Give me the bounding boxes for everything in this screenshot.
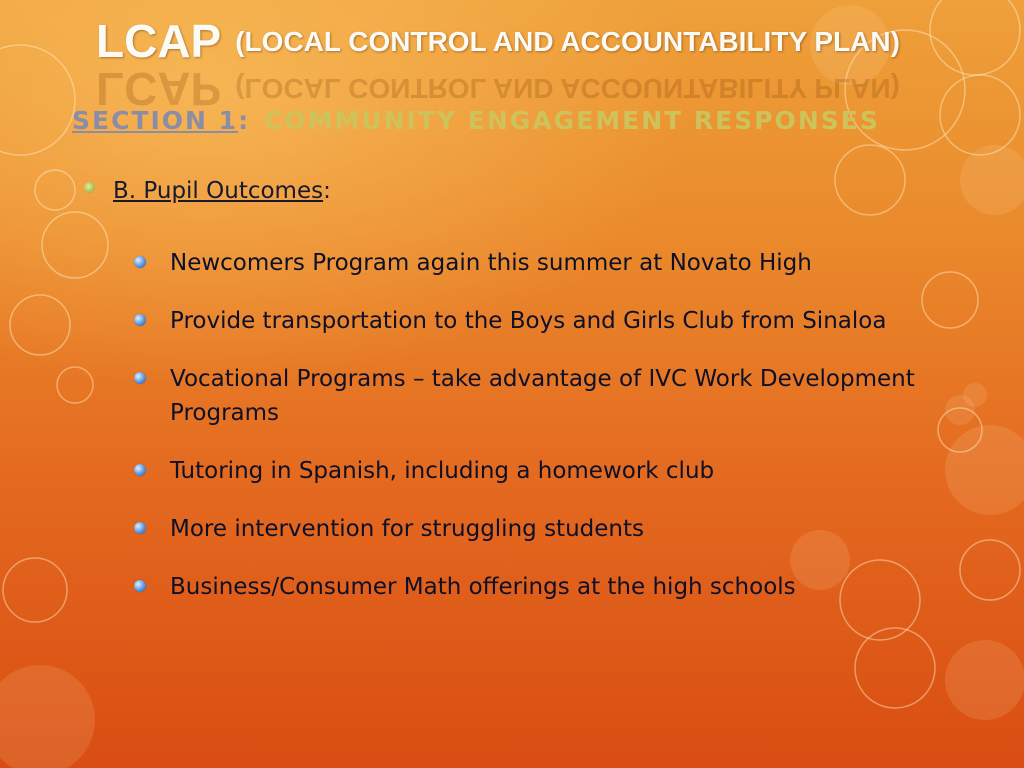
bullet-text: Newcomers Program again this summer at Novato High [170,250,812,276]
reflection-main: LCAP [96,63,222,115]
bullet-item [134,454,924,488]
blue-bullet-icon [134,314,146,326]
title-subtitle: (LOCAL CONTROL AND ACCOUNTABILITY PLAN) [235,26,900,57]
heading-label: B. Pupil Outcomes [113,178,324,204]
slide-title [96,15,900,67]
title-block [96,15,996,115]
bullet-text: Business/Consumer Math offerings at the high schools [170,574,796,600]
bullet-item [134,246,924,280]
blue-bullet-icon [134,464,146,476]
section-label: SECTION 1 [72,106,239,135]
blue-bullet-icon [134,256,146,268]
title-main: LCAP [96,15,222,67]
bullet-text: Provide transportation to the Boys and Girls Club from Sinaloa [170,308,887,334]
green-bullet-icon [84,182,95,193]
bullet-item [134,362,924,430]
level1-item [84,178,331,204]
blue-bullet-icon [134,522,146,534]
section-title: COMMUNITY ENGAGEMENT RESPONSES [264,106,880,135]
bullet-list [134,246,924,628]
section-separator: : [238,106,251,135]
bullet-item [134,512,924,546]
bullet-text: Vocational Programs – take advantage of IVC Work Development Programs [170,366,915,426]
bullet-text: More intervention for struggling students [170,516,644,542]
heading-suffix: : [323,178,331,204]
blue-bullet-icon [134,580,146,592]
reflection-sub: (LOCAL CONTROL AND ACCOUNTABILITY PLAN) [235,73,900,104]
bullet-item [134,304,924,338]
section-heading [72,106,880,135]
blue-bullet-icon [134,372,146,384]
bullet-text: Tutoring in Spanish, including a homework club [170,458,715,484]
bullet-item [134,570,924,604]
